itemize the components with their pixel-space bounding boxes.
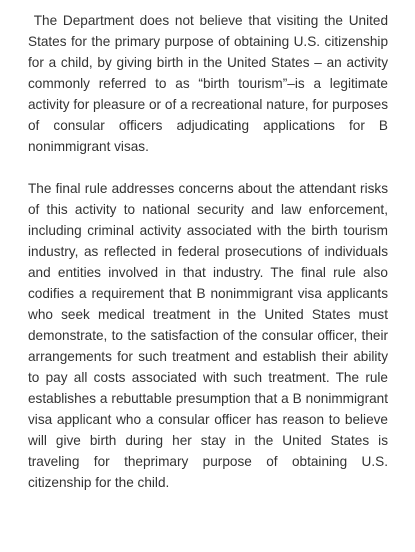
document-body [28, 10, 392, 493]
paragraph-final-rule: The final rule addresses concerns about the attendant risks of this activity to national security and law enforcement, including criminal activity associated with the birth tourism industry, as reflected in federal prosecutions of individuals and entities involved in that industry. The final rule also codifies a requirement that B nonimmigrant visa applicants who seek medical treatment in the United States must demonstrate, to the satisfaction of the consular officer, their arrangements for such treatment and establish their ability to pay all costs associated with such treatment. The rule establishes a rebuttable presumption that a B nonimmigrant visa applicant who a consular officer has reason to believe will give birth during her stay in the United States is traveling for theprimary purpose of obtaining U.S. citizenship for the child. [28, 181, 388, 490]
paragraph-birth-tourism-definition: The Department does not believe that visiting the United States for the primary purpose of obtaining U.S. citizenship for a child, by giving birth in the United States – an activity commonly referred to as “birth tourism”–is a legitimate activity for pleasure or of a recreational nature, for purposes of consular officers adjudicating applications for B nonimmigrant visas. [28, 13, 392, 154]
